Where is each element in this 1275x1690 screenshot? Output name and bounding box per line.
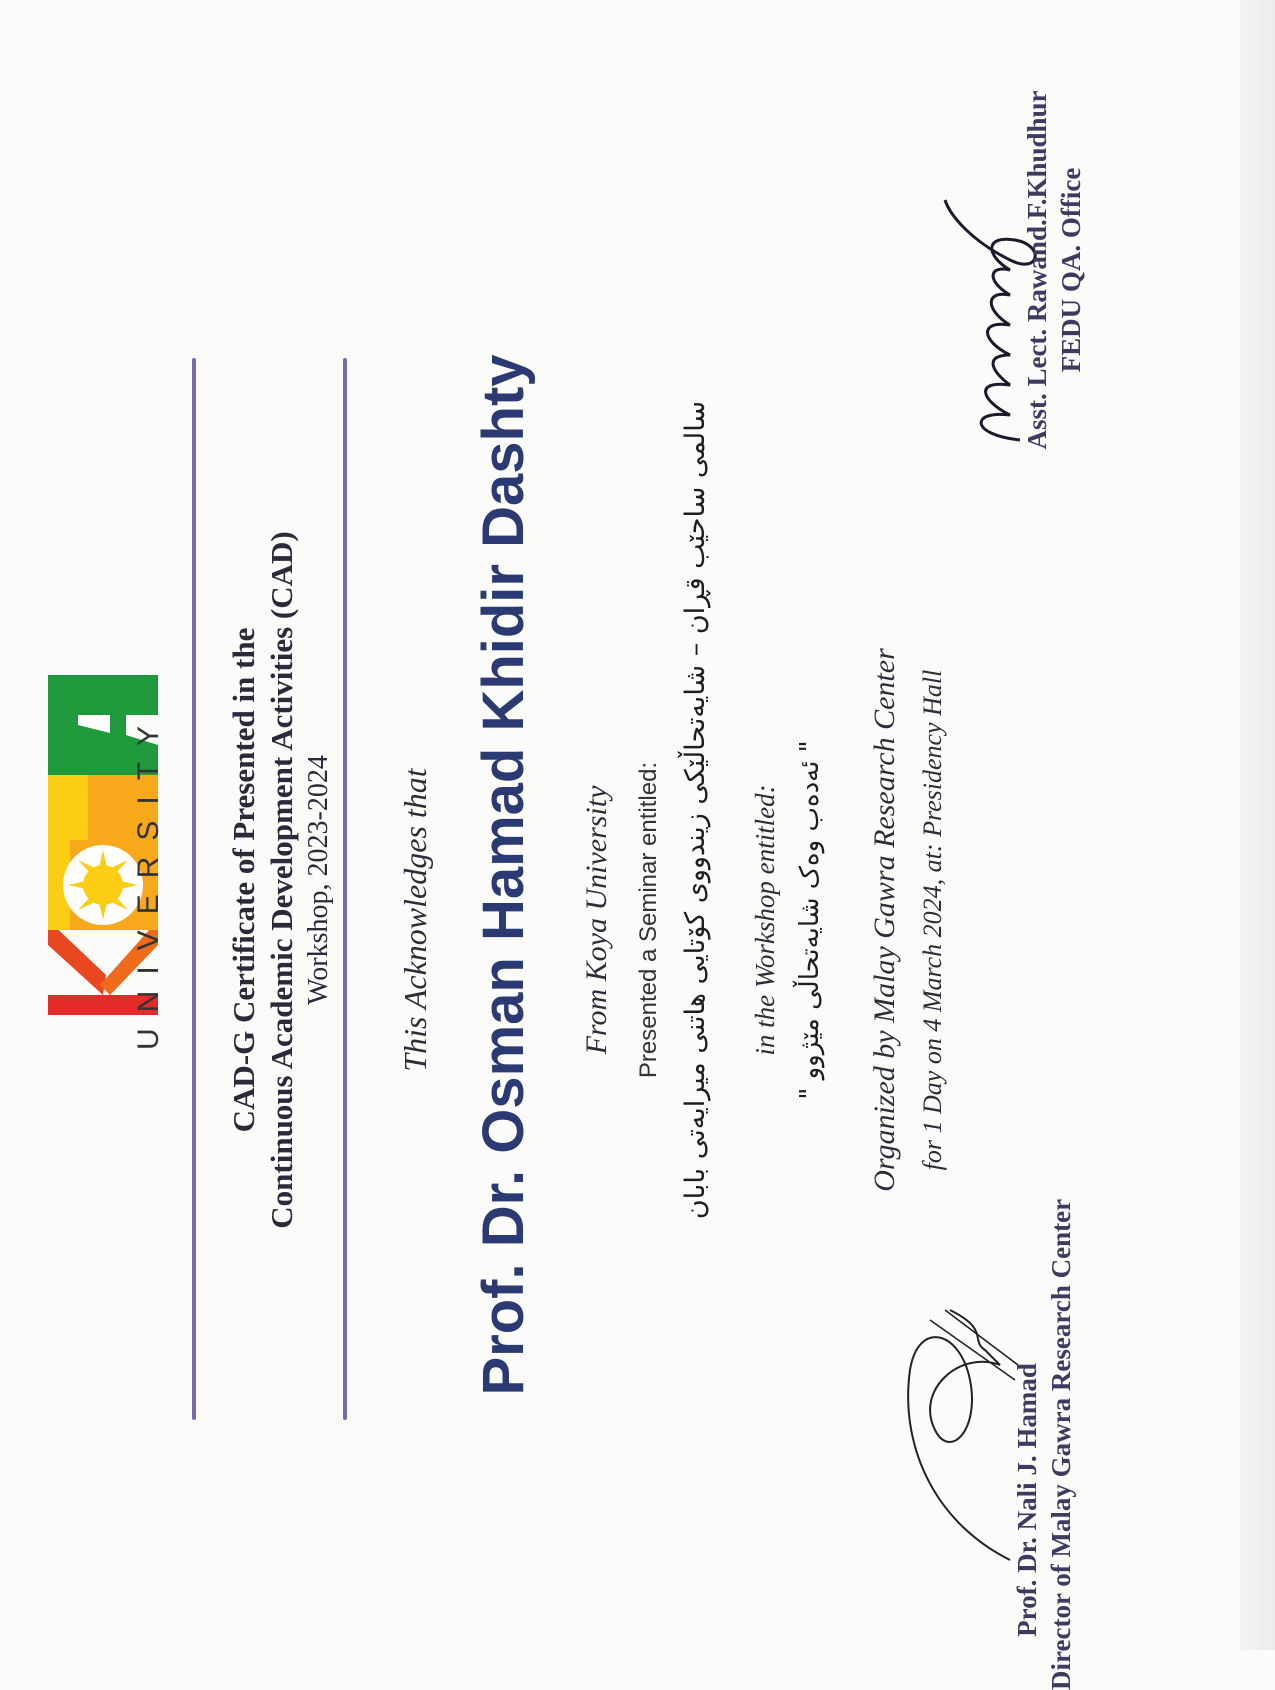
signatory-left-name: Prof. Dr. Nali J. Hamad: [1012, 1363, 1042, 1637]
certificate-subtitle: Workshop, 2023-2024: [303, 755, 334, 1005]
signatory-right-name: Asst. Lect. Rawand.F.Khudhur: [1022, 90, 1052, 450]
signatory-right-role: FEDU QA. Office: [1056, 167, 1086, 373]
signature-left: [890, 1280, 1030, 1580]
organizer-line: Organized by Malay Gawra Research Center: [868, 648, 901, 1192]
signatory-left-role: Director of Malay Gawra Research Center: [1046, 1198, 1076, 1690]
title-line-2: Continuous Academic Development Activities (CAD): [264, 531, 299, 1229]
affiliation: From Koya University: [580, 785, 613, 1055]
title-line-1: CAD-G Certificate of Presented in the: [226, 627, 261, 1133]
seminar-title: سالمی ساحێب قڕان – شایەتحاڵێکی زیندووی کۆتایی هاتنی میرایەتی بابان: [680, 400, 711, 1220]
signatory-right: [1020, 80, 1088, 460]
certificate-title: [225, 410, 301, 1350]
signatory-left: [1010, 1198, 1078, 1690]
presented-label: Presented a Seminar entitled:: [635, 761, 662, 1079]
logo-wordmark: UNIVERSITY: [132, 709, 165, 1050]
workshop-label: in the Workshop entitled:: [750, 784, 780, 1056]
date-venue-line: for 1 Day on 4 March 2024, at: Presidency Hall: [918, 669, 947, 1171]
acknowledgement-text: This Acknowledges that: [397, 768, 433, 1072]
recipient-name: Prof. Dr. Osman Hamad Khidir Dashty: [471, 354, 536, 1396]
top-divider: [192, 358, 196, 1420]
bottom-divider: [343, 358, 347, 1420]
workshop-title: " ئەدەب وەک شایەتحاڵی مێژوو ": [795, 740, 825, 1100]
